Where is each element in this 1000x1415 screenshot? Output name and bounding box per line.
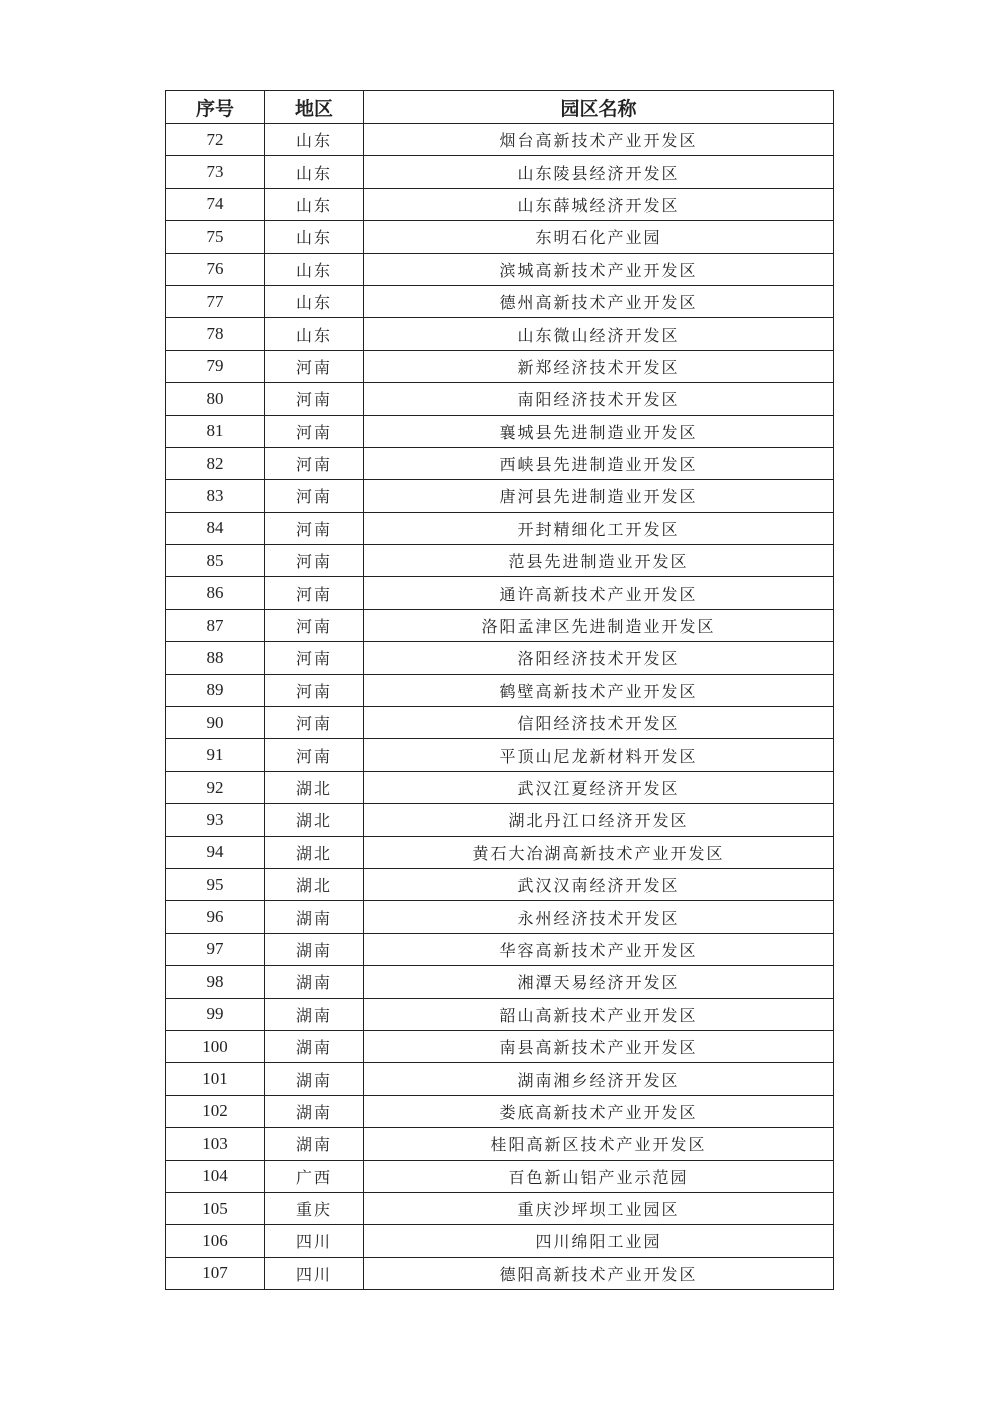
table-row <box>166 447 834 479</box>
cell-region: 山东 <box>265 188 364 220</box>
cell-park-name: 湘潭天易经济开发区 <box>364 966 834 998</box>
cell-region: 河南 <box>265 577 364 609</box>
table-row <box>166 1192 834 1224</box>
cell-index: 90 <box>166 707 265 739</box>
table-row <box>166 836 834 868</box>
table-row <box>166 1257 834 1289</box>
cell-region: 河南 <box>265 545 364 577</box>
cell-region: 河南 <box>265 707 364 739</box>
cell-region: 河南 <box>265 447 364 479</box>
cell-index: 89 <box>166 674 265 706</box>
table-row <box>166 415 834 447</box>
header-index: 序号 <box>166 91 265 124</box>
cell-region: 湖南 <box>265 1128 364 1160</box>
cell-index: 100 <box>166 1030 265 1062</box>
cell-park-name: 德州高新技术产业开发区 <box>364 285 834 317</box>
cell-index: 101 <box>166 1063 265 1095</box>
cell-index: 106 <box>166 1225 265 1257</box>
cell-park-name: 黄石大冶湖高新技术产业开发区 <box>364 836 834 868</box>
cell-park-name: 德阳高新技术产业开发区 <box>364 1257 834 1289</box>
cell-region: 重庆 <box>265 1192 364 1224</box>
table-row <box>166 577 834 609</box>
cell-park-name: 烟台高新技术产业开发区 <box>364 124 834 156</box>
cell-park-name: 开封精细化工开发区 <box>364 512 834 544</box>
cell-region: 河南 <box>265 415 364 447</box>
cell-park-name: 山东薛城经济开发区 <box>364 188 834 220</box>
table-row <box>166 1063 834 1095</box>
cell-region: 山东 <box>265 318 364 350</box>
cell-region: 湖北 <box>265 836 364 868</box>
table-body <box>166 124 834 1290</box>
cell-park-name: 武汉汉南经济开发区 <box>364 868 834 900</box>
table-row <box>166 124 834 156</box>
table-header-row <box>166 91 834 124</box>
cell-region: 山东 <box>265 285 364 317</box>
cell-region: 河南 <box>265 642 364 674</box>
cell-index: 98 <box>166 966 265 998</box>
cell-region: 四川 <box>265 1225 364 1257</box>
cell-index: 102 <box>166 1095 265 1127</box>
cell-region: 河南 <box>265 512 364 544</box>
cell-region: 湖南 <box>265 901 364 933</box>
cell-park-name: 湖北丹江口经济开发区 <box>364 804 834 836</box>
table-row <box>166 674 834 706</box>
cell-park-name: 洛阳孟津区先进制造业开发区 <box>364 609 834 641</box>
table-row <box>166 1160 834 1192</box>
cell-index: 104 <box>166 1160 265 1192</box>
table-row <box>166 480 834 512</box>
table-row <box>166 771 834 803</box>
cell-region: 河南 <box>265 383 364 415</box>
table-row <box>166 253 834 285</box>
cell-index: 77 <box>166 285 265 317</box>
cell-park-name: 韶山高新技术产业开发区 <box>364 998 834 1030</box>
cell-index: 76 <box>166 253 265 285</box>
table-row <box>166 933 834 965</box>
cell-region: 河南 <box>265 480 364 512</box>
table-row <box>166 1225 834 1257</box>
cell-index: 96 <box>166 901 265 933</box>
cell-park-name: 范县先进制造业开发区 <box>364 545 834 577</box>
cell-index: 103 <box>166 1128 265 1160</box>
cell-index: 105 <box>166 1192 265 1224</box>
cell-park-name: 信阳经济技术开发区 <box>364 707 834 739</box>
cell-index: 87 <box>166 609 265 641</box>
cell-index: 92 <box>166 771 265 803</box>
cell-park-name: 南县高新技术产业开发区 <box>364 1030 834 1062</box>
cell-index: 81 <box>166 415 265 447</box>
cell-index: 94 <box>166 836 265 868</box>
cell-park-name: 山东微山经济开发区 <box>364 318 834 350</box>
cell-region: 河南 <box>265 609 364 641</box>
cell-index: 85 <box>166 545 265 577</box>
cell-index: 79 <box>166 350 265 382</box>
cell-region: 湖北 <box>265 771 364 803</box>
cell-region: 四川 <box>265 1257 364 1289</box>
cell-index: 80 <box>166 383 265 415</box>
table-row <box>166 739 834 771</box>
cell-index: 93 <box>166 804 265 836</box>
cell-region: 山东 <box>265 221 364 253</box>
table-row <box>166 1095 834 1127</box>
table-row <box>166 1030 834 1062</box>
cell-index: 75 <box>166 221 265 253</box>
table-row <box>166 156 834 188</box>
cell-park-name: 唐河县先进制造业开发区 <box>364 480 834 512</box>
table-row <box>166 609 834 641</box>
cell-region: 湖南 <box>265 966 364 998</box>
cell-index: 88 <box>166 642 265 674</box>
cell-index: 107 <box>166 1257 265 1289</box>
header-park-name: 园区名称 <box>364 91 834 124</box>
cell-index: 82 <box>166 447 265 479</box>
table-row <box>166 868 834 900</box>
cell-index: 72 <box>166 124 265 156</box>
cell-index: 95 <box>166 868 265 900</box>
cell-park-name: 鹤壁高新技术产业开发区 <box>364 674 834 706</box>
table-row <box>166 901 834 933</box>
cell-region: 湖北 <box>265 868 364 900</box>
cell-park-name: 山东陵县经济开发区 <box>364 156 834 188</box>
table-row <box>166 221 834 253</box>
cell-region: 广西 <box>265 1160 364 1192</box>
cell-region: 山东 <box>265 124 364 156</box>
table-row <box>166 966 834 998</box>
cell-region: 湖南 <box>265 1030 364 1062</box>
table-row <box>166 285 834 317</box>
cell-park-name: 平顶山尼龙新材料开发区 <box>364 739 834 771</box>
cell-park-name: 襄城县先进制造业开发区 <box>364 415 834 447</box>
cell-region: 湖南 <box>265 933 364 965</box>
cell-region: 湖南 <box>265 1063 364 1095</box>
cell-index: 86 <box>166 577 265 609</box>
table-row <box>166 512 834 544</box>
cell-index: 99 <box>166 998 265 1030</box>
table-row <box>166 998 834 1030</box>
cell-park-name: 永州经济技术开发区 <box>364 901 834 933</box>
cell-region: 河南 <box>265 739 364 771</box>
cell-park-name: 四川绵阳工业园 <box>364 1225 834 1257</box>
cell-region: 山东 <box>265 156 364 188</box>
cell-park-name: 新郑经济技术开发区 <box>364 350 834 382</box>
cell-region: 河南 <box>265 674 364 706</box>
cell-index: 97 <box>166 933 265 965</box>
cell-park-name: 西峡县先进制造业开发区 <box>364 447 834 479</box>
cell-region: 山东 <box>265 253 364 285</box>
cell-park-name: 滨城高新技术产业开发区 <box>364 253 834 285</box>
cell-region: 湖南 <box>265 1095 364 1127</box>
cell-index: 73 <box>166 156 265 188</box>
table-row <box>166 318 834 350</box>
cell-index: 83 <box>166 480 265 512</box>
cell-park-name: 华容高新技术产业开发区 <box>364 933 834 965</box>
cell-region: 湖北 <box>265 804 364 836</box>
cell-park-name: 洛阳经济技术开发区 <box>364 642 834 674</box>
cell-park-name: 南阳经济技术开发区 <box>364 383 834 415</box>
table-row <box>166 188 834 220</box>
cell-index: 84 <box>166 512 265 544</box>
header-region: 地区 <box>265 91 364 124</box>
cell-park-name: 东明石化产业园 <box>364 221 834 253</box>
table-row <box>166 642 834 674</box>
cell-park-name: 娄底高新技术产业开发区 <box>364 1095 834 1127</box>
table-row <box>166 1128 834 1160</box>
table-row <box>166 707 834 739</box>
table-row <box>166 350 834 382</box>
cell-index: 74 <box>166 188 265 220</box>
table-row <box>166 804 834 836</box>
cell-region: 湖南 <box>265 998 364 1030</box>
cell-park-name: 湖南湘乡经济开发区 <box>364 1063 834 1095</box>
table-row <box>166 545 834 577</box>
cell-index: 91 <box>166 739 265 771</box>
cell-region: 河南 <box>265 350 364 382</box>
cell-park-name: 重庆沙坪坝工业园区 <box>364 1192 834 1224</box>
industrial-park-table <box>165 90 834 1290</box>
cell-park-name: 通许高新技术产业开发区 <box>364 577 834 609</box>
cell-park-name: 百色新山铝产业示范园 <box>364 1160 834 1192</box>
table-row <box>166 383 834 415</box>
cell-park-name: 桂阳高新区技术产业开发区 <box>364 1128 834 1160</box>
cell-park-name: 武汉江夏经济开发区 <box>364 771 834 803</box>
cell-index: 78 <box>166 318 265 350</box>
